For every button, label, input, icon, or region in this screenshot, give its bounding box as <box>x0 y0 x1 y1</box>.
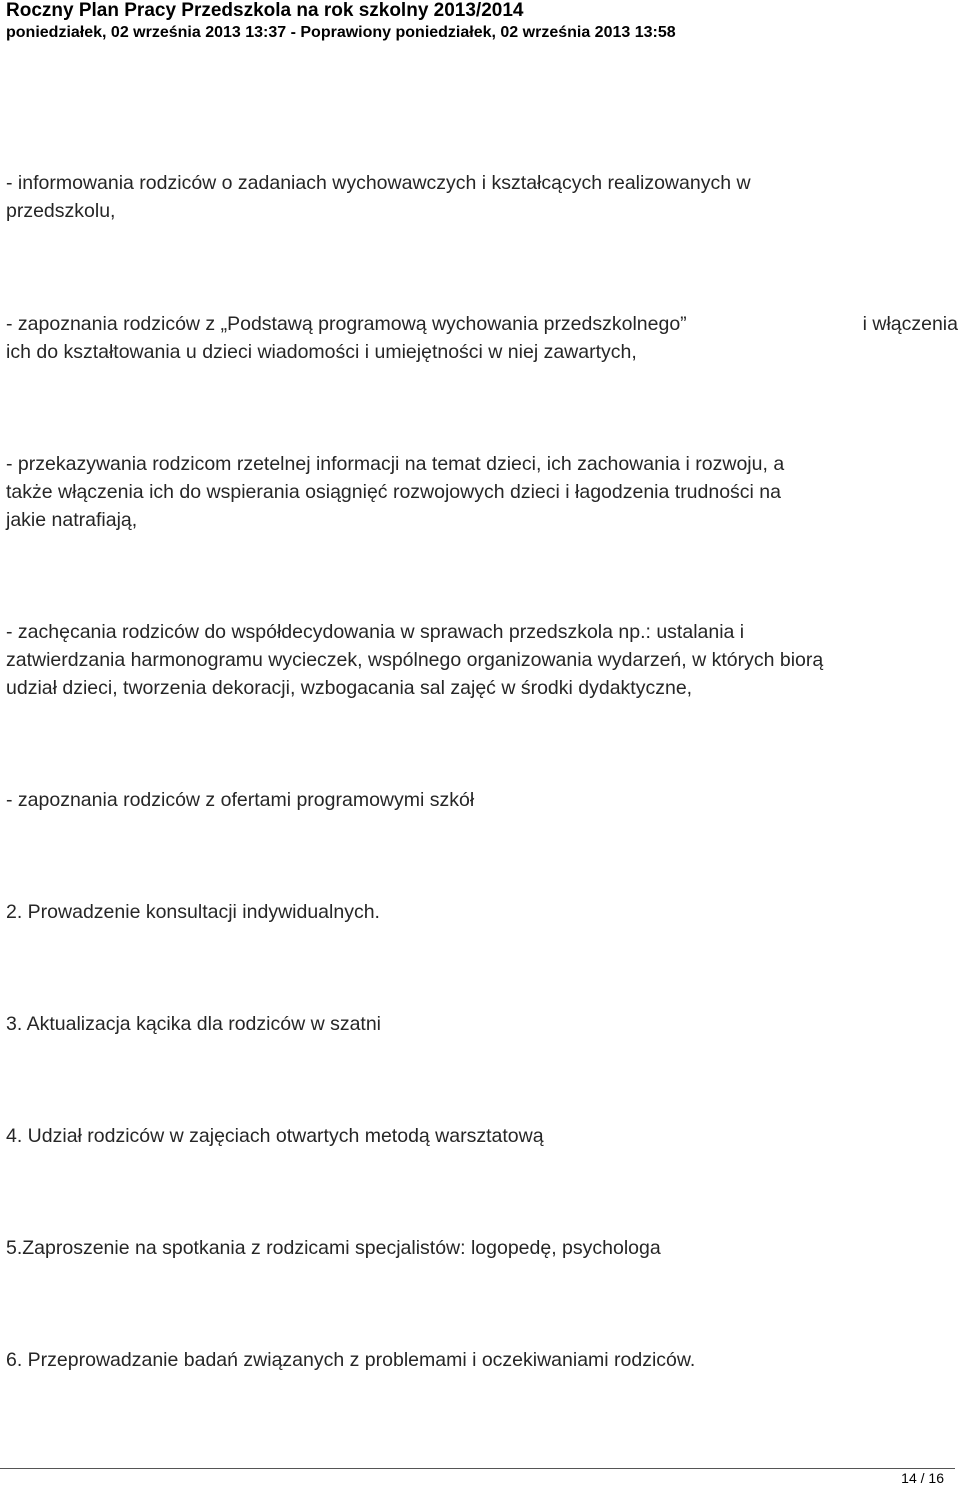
list-item-6 <box>6 1346 952 1374</box>
text-line: 2. Prowadzenie konsultacji indywidualnych. <box>6 901 380 923</box>
list-item-3 <box>6 1010 952 1038</box>
list-item-5 <box>6 1234 952 1262</box>
text-line: 6. Przeprowadzanie badań związanych z problemami i oczekiwaniami rodziców. <box>6 1349 696 1371</box>
paragraph-inform-parents <box>6 169 952 225</box>
text-line: 5.Zaproszenie na spotkania z rodzicami specjalistów: logopedę, psychologa <box>6 1237 661 1259</box>
paragraph-encourage-parents <box>6 618 952 702</box>
text-line: 3. Aktualizacja kącika dla rodziców w szatni <box>6 1013 382 1035</box>
text-line: - zachęcania rodziców do współdecydowania w sprawach przedszkola np.: ustalania i <box>6 621 745 643</box>
text-line: przedszkolu, <box>6 200 116 222</box>
text-line: jakie natrafiają, <box>6 509 138 531</box>
text-line: 4. Udział rodziców w zajęciach otwartych metodą warsztatową <box>6 1125 544 1147</box>
text-line: - zapoznania rodziców z ofertami programowymi szkół <box>6 789 475 811</box>
paragraph-school-offers <box>6 786 952 814</box>
text-line-composite <box>6 310 958 338</box>
footer-divider <box>0 1468 955 1469</box>
list-item-2 <box>6 898 952 926</box>
paragraph-curriculum-basis <box>6 310 958 366</box>
text-line: - zapoznania rodziców z „Podstawą programową wychowania przedszkolnego” <box>6 313 687 335</box>
text-line: - przekazywania rodzicom rzetelnej informacji na temat dzieci, ich zachowania i rozwoju, a <box>6 453 785 475</box>
paragraph-information-transfer <box>6 450 952 534</box>
document-date-meta: poniedziałek, 02 września 2013 13:37 - Poprawiony poniedziałek, 02 września 2013 13:58 <box>6 24 676 41</box>
text-line: także włączenia ich do wspierania osiągnięć rozwojowych dzieci i łagodzenia trudności na <box>6 481 782 503</box>
list-item-4 <box>6 1122 952 1150</box>
document-header <box>6 0 956 44</box>
text-line: ich do kształtowania u dzieci wiadomości i umiejętności w niej zawartych, <box>6 341 637 363</box>
document-title: Roczny Plan Pracy Przedszkola na rok szkolny 2013/2014 <box>6 0 524 21</box>
text-line-right: i włączenia <box>862 313 958 335</box>
text-line: - informowania rodziców o zadaniach wychowawczych i kształcących realizowanych w <box>6 172 751 194</box>
page-number: 14 / 16 <box>901 1470 944 1486</box>
text-line: zatwierdzania harmonogramu wycieczek, wspólnego organizowania wydarzeń, w których biorą <box>6 649 824 671</box>
text-line: udział dzieci, tworzenia dekoracji, wzbogacania sal zajęć w środki dydaktyczne, <box>6 677 693 699</box>
